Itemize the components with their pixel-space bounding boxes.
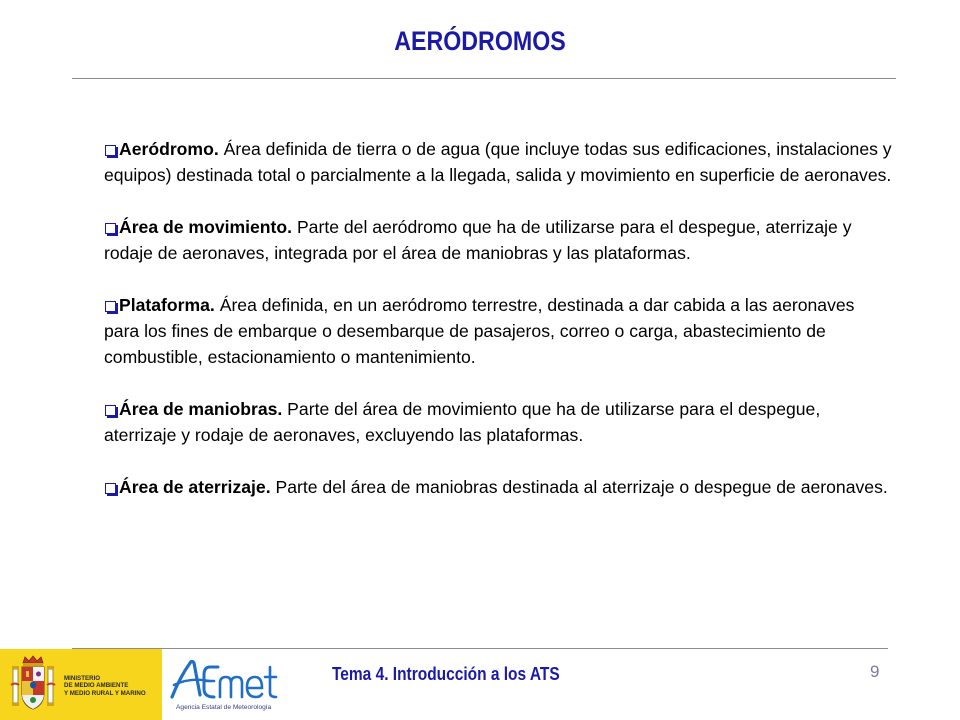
top-divider bbox=[72, 78, 896, 79]
shadowed-square-bullet-icon bbox=[105, 301, 116, 312]
aemet-caption: Agencia Estatal de Meteorología bbox=[176, 704, 272, 711]
shadowed-square-bullet-icon bbox=[105, 483, 116, 494]
definition-item bbox=[104, 474, 894, 500]
shadowed-square-bullet-icon bbox=[105, 405, 116, 416]
definition-text: Parte del aeródromo que ha de utilizarse para el despegue, aterrizaje y rodaje de aeronaves, integrada por el área de maniobras y las plataformas. bbox=[104, 217, 852, 263]
slide-title: AERÓDROMOS bbox=[394, 26, 566, 56]
coat-of-arms-icon bbox=[10, 655, 56, 713]
definition-term: Plataforma. bbox=[119, 295, 215, 315]
bottom-divider bbox=[72, 648, 888, 649]
definition-text: Área definida de tierra o de agua (que incluye todas sus edificaciones, instalaciones y equipos) destinada total o parcialmente a la llegada, salida y movimiento en superficie de aeronaves. bbox=[104, 139, 892, 185]
definition-item bbox=[104, 136, 894, 188]
ministry-line: MINISTERIO bbox=[64, 675, 101, 682]
definition-term: Área de movimiento. bbox=[119, 217, 293, 237]
definition-term: Aeródromo. bbox=[119, 139, 219, 159]
definition-term: Área de maniobras. bbox=[119, 399, 283, 419]
definition-item bbox=[104, 396, 894, 448]
ministry-line: Y MEDIO RURAL Y MARINO bbox=[64, 689, 146, 697]
page-number: 9 bbox=[870, 662, 880, 681]
shadowed-square-bullet-icon bbox=[105, 223, 116, 234]
definition-text: Área definida, en un aeródromo terrestre, destinada a dar cabida a las aeronaves para los fines de embarque o desembarque de pasajeros, correo o carga, abastecimiento de combustible, estacionamiento o mantenimiento. bbox=[104, 295, 855, 367]
definition-term: Área de aterrizaje. bbox=[119, 477, 271, 497]
definition-text: Parte del área de maniobras destinada al aterrizaje o despegue de aeronaves. bbox=[270, 477, 888, 497]
definition-item bbox=[104, 292, 894, 370]
footer-title: Tema 4. Introducción a los ATS bbox=[332, 664, 560, 684]
ministry-name bbox=[64, 675, 146, 697]
definition-text: Parte del área de movimiento que ha de utilizarse para el despegue, aterrizaje y rodaje de aeronaves, excluyendo las plataformas. bbox=[104, 399, 821, 445]
definitions-list bbox=[104, 136, 894, 526]
ministry-logo bbox=[0, 649, 162, 720]
ministry-line: DE MEDIO AMBIENTE bbox=[64, 682, 129, 690]
definition-item bbox=[104, 214, 894, 266]
shadowed-square-bullet-icon bbox=[105, 145, 116, 156]
